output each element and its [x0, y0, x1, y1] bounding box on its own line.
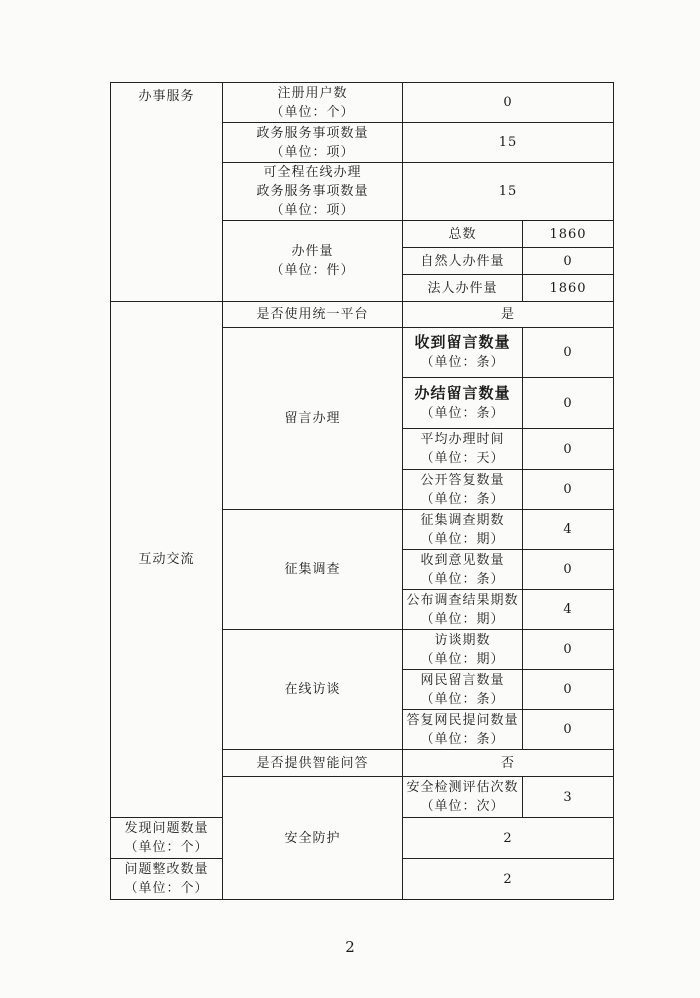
smart-qa-value: 否 [403, 750, 614, 777]
messages-avg-time-label: 平均办理时间 （单位：天） [403, 429, 523, 470]
interview-periods-value: 0 [523, 630, 614, 670]
issues-fixed-value: 2 [403, 859, 614, 900]
evaluations-value: 3 [523, 777, 614, 818]
messages-received-value: 0 [523, 328, 614, 378]
interview-answers-label: 答复网民提问数量 （单位：条） [403, 710, 523, 750]
interview-answers-value: 0 [523, 710, 614, 750]
interview-label: 在线访谈 [223, 630, 403, 750]
cases-total-label: 总数 [403, 221, 523, 248]
issues-found-label: 发现问题数量 （单位：个） [111, 818, 223, 859]
statistics-table [110, 82, 614, 900]
cases-label: 办件量 （单位：件） [223, 221, 403, 302]
registered-users-label: 注册用户数 （单位：个） [223, 83, 403, 123]
evaluations-label: 安全检测评估次数 （单位：次） [403, 777, 523, 818]
smart-qa-label: 是否提供智能问答 [223, 750, 403, 777]
survey-periods-label: 征集调查期数 （单位：期） [403, 510, 523, 550]
survey-opinions-value: 0 [523, 550, 614, 590]
table-row [111, 83, 614, 123]
messages-label: 留言办理 [223, 328, 403, 510]
issues-found-value: 2 [403, 818, 614, 859]
messages-public-replies-value: 0 [523, 470, 614, 510]
messages-public-replies-label: 公开答复数量 （单位：条） [403, 470, 523, 510]
online-items-label: 可全程在线办理 政务服务事项数量 （单位：项） [223, 163, 403, 221]
messages-received-label: 收到留言数量 （单位：条） [403, 328, 523, 378]
service-items-value: 15 [403, 123, 614, 163]
page-number: 2 [345, 938, 355, 956]
messages-handled-value: 0 [523, 378, 614, 429]
survey-label: 征集调查 [223, 510, 403, 630]
interview-netizen-msgs-label: 网民留言数量 （单位：条） [403, 670, 523, 710]
category-interaction: 互动交流 [111, 302, 223, 818]
service-items-label: 政务服务事项数量 （单位：项） [223, 123, 403, 163]
category-security: 安全防护 [223, 777, 403, 900]
cases-total-value: 1860 [523, 221, 614, 248]
cases-legal-value: 1860 [523, 275, 614, 302]
interview-periods-label: 访谈期数 （单位：期） [403, 630, 523, 670]
registered-users-value: 0 [403, 83, 614, 123]
cases-natural-label: 自然人办件量 [403, 248, 523, 275]
messages-avg-time-value: 0 [523, 429, 614, 470]
cases-legal-label: 法人办件量 [403, 275, 523, 302]
survey-opinions-label: 收到意见数量 （单位：条） [403, 550, 523, 590]
unified-platform-value: 是 [403, 302, 614, 328]
survey-results-value: 4 [523, 590, 614, 630]
survey-results-label: 公布调查结果期数 （单位：期） [403, 590, 523, 630]
unified-platform-label: 是否使用统一平台 [223, 302, 403, 328]
survey-periods-value: 4 [523, 510, 614, 550]
messages-handled-label: 办结留言数量 （单位：条） [403, 378, 523, 429]
online-items-value: 15 [403, 163, 614, 221]
cases-natural-value: 0 [523, 248, 614, 275]
issues-fixed-label: 问题整改数量 （单位：个） [111, 859, 223, 900]
interview-netizen-msgs-value: 0 [523, 670, 614, 710]
category-office-service: 办事服务 [111, 83, 223, 302]
table-row [111, 302, 614, 328]
